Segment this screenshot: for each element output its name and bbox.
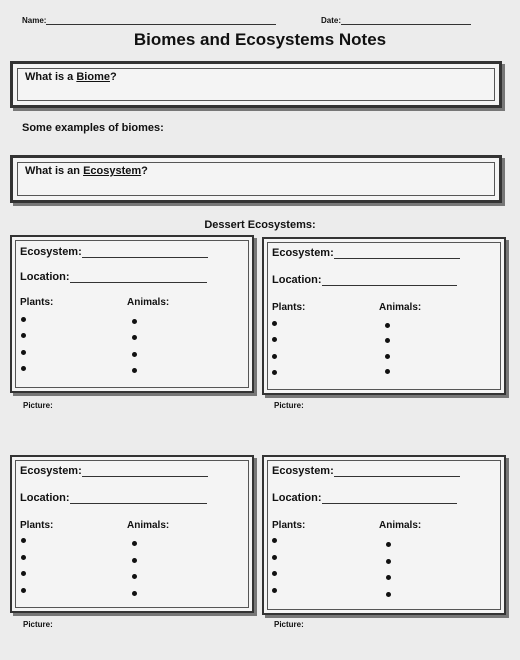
animal-bullet xyxy=(385,323,390,328)
ecosystem-card-1[interactable] xyxy=(10,235,254,393)
animal-bullet xyxy=(132,335,137,340)
animal-bullet xyxy=(385,354,390,359)
animals-label: Animals: xyxy=(127,297,170,308)
plant-bullet xyxy=(272,337,277,342)
ecosystem-card-3[interactable] xyxy=(10,455,254,613)
location-field[interactable]: Location: xyxy=(272,492,457,504)
date-label: Date: xyxy=(321,16,342,25)
plant-bullet xyxy=(21,350,26,355)
ecosystem-question-box[interactable] xyxy=(10,155,502,203)
plant-bullet xyxy=(21,538,26,543)
animal-bullet xyxy=(132,541,137,546)
plant-bullet xyxy=(272,538,277,543)
name-blank[interactable] xyxy=(46,15,276,25)
plant-bullet xyxy=(272,571,277,576)
animal-bullet xyxy=(386,592,391,597)
plant-bullet xyxy=(21,571,26,576)
animal-bullet xyxy=(385,338,390,343)
animals-label: Animals: xyxy=(379,520,422,531)
plant-bullet xyxy=(272,588,277,593)
biome-question: What is a Biome? xyxy=(25,71,117,83)
ecosystem-field[interactable]: Ecosystem: xyxy=(20,246,208,258)
page-title: Biomes and Ecosystems Notes xyxy=(133,30,387,49)
picture-label: Picture: xyxy=(23,401,53,410)
plants-label: Plants: xyxy=(272,520,306,531)
animals-label: Animals: xyxy=(379,302,422,313)
name-field[interactable] xyxy=(22,15,276,25)
date-field[interactable] xyxy=(321,15,471,25)
biome-question-box[interactable] xyxy=(10,61,502,108)
ecosystem-field[interactable]: Ecosystem: xyxy=(272,465,460,477)
plant-bullet xyxy=(272,555,277,560)
plant-bullet xyxy=(272,354,277,359)
ecosystem-card-2[interactable] xyxy=(262,237,506,395)
plant-bullet xyxy=(21,366,26,371)
animal-bullet xyxy=(132,558,137,563)
plants-label: Plants: xyxy=(272,302,306,313)
animal-bullet xyxy=(132,368,137,373)
ecosystem-question: What is an Ecosystem? xyxy=(25,165,148,177)
plant-bullet xyxy=(21,588,26,593)
section-title: Dessert Ecosystems: xyxy=(204,219,316,231)
name-label: Name: xyxy=(22,16,47,25)
ecosystem-card-4[interactable] xyxy=(262,455,506,615)
picture-label: Picture: xyxy=(274,401,304,410)
biome-examples-label: Some examples of biomes: xyxy=(22,122,164,134)
plants-label: Plants: xyxy=(20,520,54,531)
picture-label: Picture: xyxy=(23,620,53,629)
ecosystem-field[interactable]: Ecosystem: xyxy=(272,247,460,259)
animal-bullet xyxy=(132,319,137,324)
location-field[interactable]: Location: xyxy=(272,274,457,286)
animals-label: Animals: xyxy=(127,520,170,531)
ecosystem-field[interactable]: Ecosystem: xyxy=(20,465,208,477)
animal-bullet xyxy=(132,591,137,596)
plant-bullet xyxy=(21,333,26,338)
date-blank[interactable] xyxy=(341,15,471,25)
plant-bullet xyxy=(272,370,277,375)
location-field[interactable]: Location: xyxy=(20,271,207,283)
plant-bullet xyxy=(272,321,277,326)
animal-bullet xyxy=(386,559,391,564)
plants-label: Plants: xyxy=(20,297,54,308)
location-field[interactable]: Location: xyxy=(20,492,207,504)
animal-bullet xyxy=(132,574,137,579)
picture-label: Picture: xyxy=(274,620,304,629)
plant-bullet xyxy=(21,555,26,560)
animal-bullet xyxy=(386,542,391,547)
plant-bullet xyxy=(21,317,26,322)
animal-bullet xyxy=(386,575,391,580)
animal-bullet xyxy=(132,352,137,357)
animal-bullet xyxy=(385,369,390,374)
